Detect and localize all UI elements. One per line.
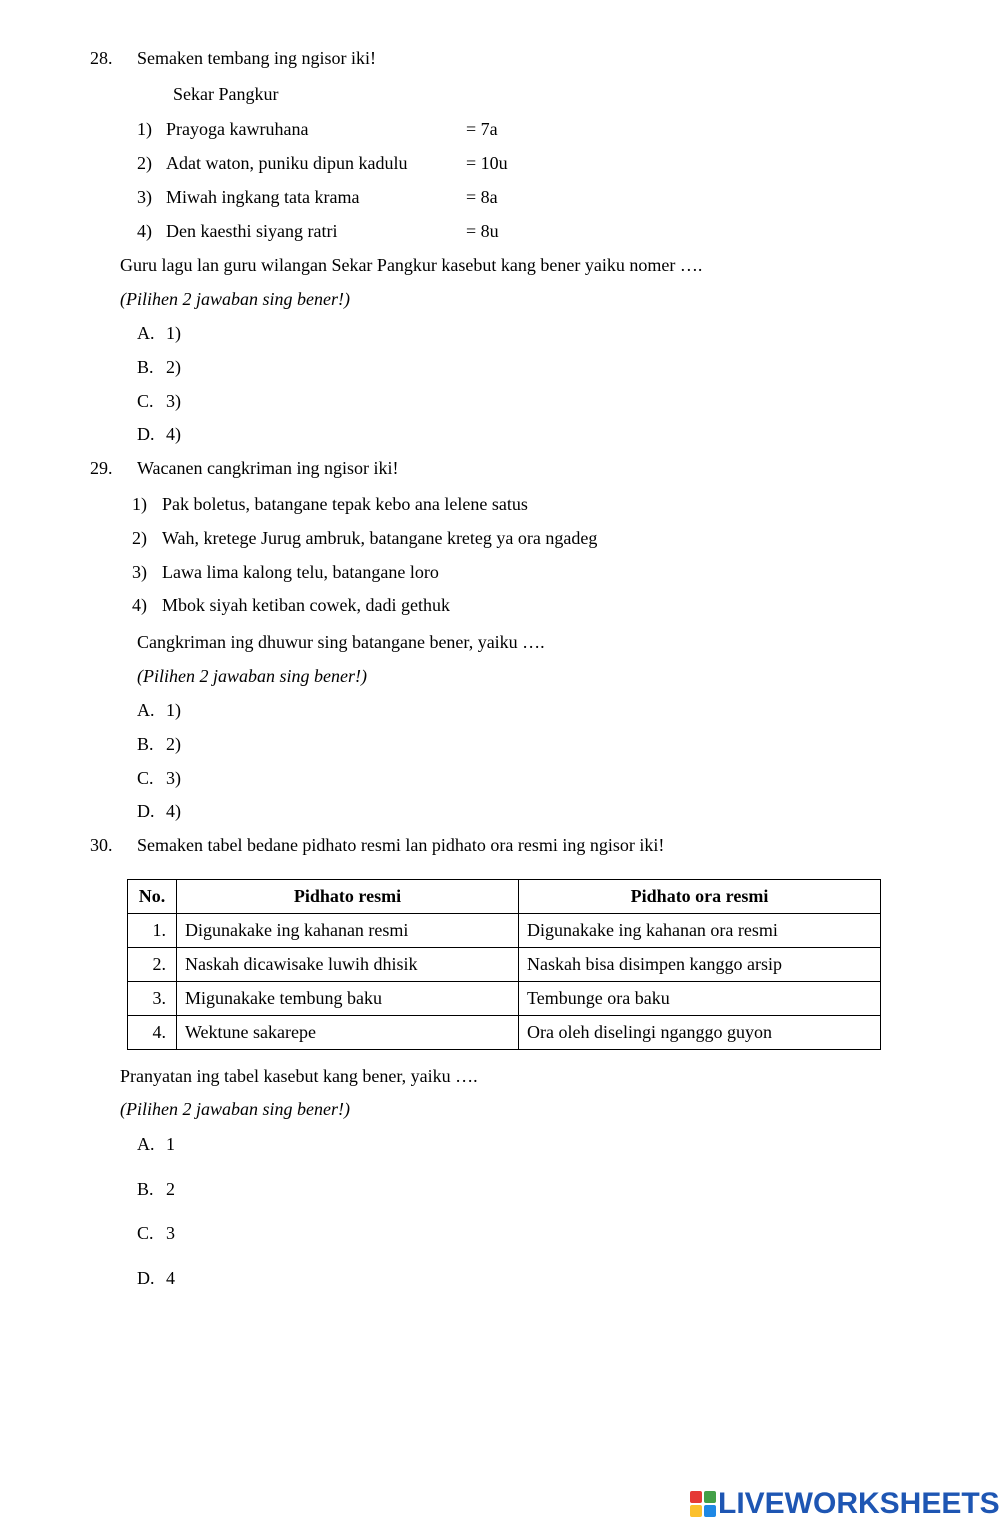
option-letter: D. [137, 801, 155, 821]
formal-cell: Migunakake tembung baku [177, 982, 519, 1016]
option-c-28[interactable] [137, 390, 181, 412]
poem-line-value: = 10u [466, 153, 508, 173]
option-c-30[interactable] [137, 1222, 175, 1244]
option-letter: B. [137, 734, 154, 754]
question-29-instruction: (Pilihen 2 jawaban sing bener!) [137, 666, 367, 686]
question-30-prompt: Semaken tabel bedane pidhato resmi lan pidhato ora resmi ing ngisor iki! [137, 835, 665, 855]
logo-mark-icon [690, 1491, 716, 1517]
poem-line-text: Miwah ingkang tata krama [166, 187, 360, 207]
header-informal-speech: Pidhato ora resmi [519, 880, 881, 914]
informal-cell: Naskah bisa disimpen kanggo arsip [519, 948, 881, 982]
row-number: 4. [128, 1016, 177, 1050]
option-text: 2) [166, 357, 181, 377]
question-28-prompt: Semaken tembang ing ngisor iki! [137, 48, 376, 68]
option-d-28[interactable] [137, 423, 181, 445]
option-letter: B. [137, 357, 154, 377]
question-28-number: 28. [90, 48, 113, 68]
table-row [128, 982, 881, 1016]
poem-line-value: = 7a [466, 119, 498, 139]
option-text: 1) [166, 323, 181, 343]
question-29-prompt: Wacanen cangkriman ing ngisor iki! [137, 458, 399, 478]
formal-cell: Naskah dicawisake luwih dhisik [177, 948, 519, 982]
option-text: 4) [166, 801, 181, 821]
table-header-row [128, 880, 881, 914]
option-text: 2) [166, 734, 181, 754]
poem-line-text: Den kaesthi siyang ratri [166, 221, 338, 241]
option-letter: A. [137, 323, 155, 343]
riddle-number: 4) [132, 595, 147, 615]
question-30-number: 30. [90, 835, 113, 855]
option-a-28[interactable] [137, 322, 181, 344]
poem-line-number: 4) [137, 221, 152, 241]
riddle-number: 3) [132, 562, 147, 582]
option-text: 2 [166, 1179, 175, 1199]
question-30-instruction: (Pilihen 2 jawaban sing bener!) [120, 1099, 350, 1119]
riddle-text: Pak boletus, batangane tepak kebo ana lelene satus [162, 494, 528, 514]
poem-line-text: Prayoga kawruhana [166, 119, 309, 139]
option-b-28[interactable] [137, 356, 181, 378]
row-number: 1. [128, 914, 177, 948]
riddle-number: 2) [132, 528, 147, 548]
informal-cell: Ora oleh diselingi nganggo guyon [519, 1016, 881, 1050]
option-letter: A. [137, 1134, 155, 1154]
row-number: 3. [128, 982, 177, 1016]
option-text: 1) [166, 700, 181, 720]
table-row [128, 914, 881, 948]
option-text: 4) [166, 424, 181, 444]
option-a-30[interactable] [137, 1133, 175, 1155]
option-text: 3) [166, 768, 181, 788]
question-28-text: Guru lagu lan guru wilangan Sekar Pangkur kasebut kang bener yaiku nomer …. [120, 255, 703, 275]
table-row [128, 948, 881, 982]
option-text: 3) [166, 391, 181, 411]
option-c-29[interactable] [137, 767, 181, 789]
option-text: 1 [166, 1134, 175, 1154]
riddle-text: Lawa lima kalong telu, batangane loro [162, 562, 439, 582]
poem-line-number: 1) [137, 119, 152, 139]
option-b-29[interactable] [137, 733, 181, 755]
option-letter: A. [137, 700, 155, 720]
table-row [128, 1016, 881, 1050]
option-a-29[interactable] [137, 699, 181, 721]
poem-line-value: = 8u [466, 221, 499, 241]
question-28-instruction: (Pilihen 2 jawaban sing bener!) [120, 289, 350, 309]
speech-comparison-table [127, 879, 881, 1050]
option-text: 4 [166, 1268, 175, 1288]
riddle-text: Wah, kretege Jurug ambruk, batangane kreteg ya ora ngadeg [162, 528, 598, 548]
poem-line-number: 3) [137, 187, 152, 207]
option-letter: B. [137, 1179, 154, 1199]
question-30-text: Pranyatan ing tabel kasebut kang bener, yaiku …. [120, 1066, 478, 1086]
option-letter: C. [137, 768, 154, 788]
poem-line-text: Adat waton, puniku dipun kadulu [166, 153, 408, 173]
poem-line-value: = 8a [466, 187, 498, 207]
poem-line-number: 2) [137, 153, 152, 173]
header-formal-speech: Pidhato resmi [177, 880, 519, 914]
row-number: 2. [128, 948, 177, 982]
question-29-number: 29. [90, 458, 113, 478]
option-b-30[interactable] [137, 1178, 175, 1200]
option-letter: C. [137, 391, 154, 411]
option-letter: D. [137, 1268, 155, 1288]
riddle-number: 1) [132, 494, 147, 514]
question-29-text: Cangkriman ing dhuwur sing batangane bener, yaiku …. [137, 632, 545, 652]
option-d-29[interactable] [137, 800, 181, 822]
option-letter: C. [137, 1223, 154, 1243]
option-letter: D. [137, 424, 155, 444]
option-text: 3 [166, 1223, 175, 1243]
informal-cell: Digunakake ing kahanan ora resmi [519, 914, 881, 948]
option-d-30[interactable] [137, 1267, 175, 1289]
poem-title: Sekar Pangkur [173, 84, 279, 104]
header-no: No. [128, 880, 177, 914]
formal-cell: Wektune sakarepe [177, 1016, 519, 1050]
informal-cell: Tembunge ora baku [519, 982, 881, 1016]
liveworksheets-logo [690, 1486, 1000, 1522]
formal-cell: Digunakake ing kahanan resmi [177, 914, 519, 948]
logo-text: LIVEWORKSHEETS [718, 1487, 1000, 1520]
riddle-text: Mbok siyah ketiban cowek, dadi gethuk [162, 595, 450, 615]
